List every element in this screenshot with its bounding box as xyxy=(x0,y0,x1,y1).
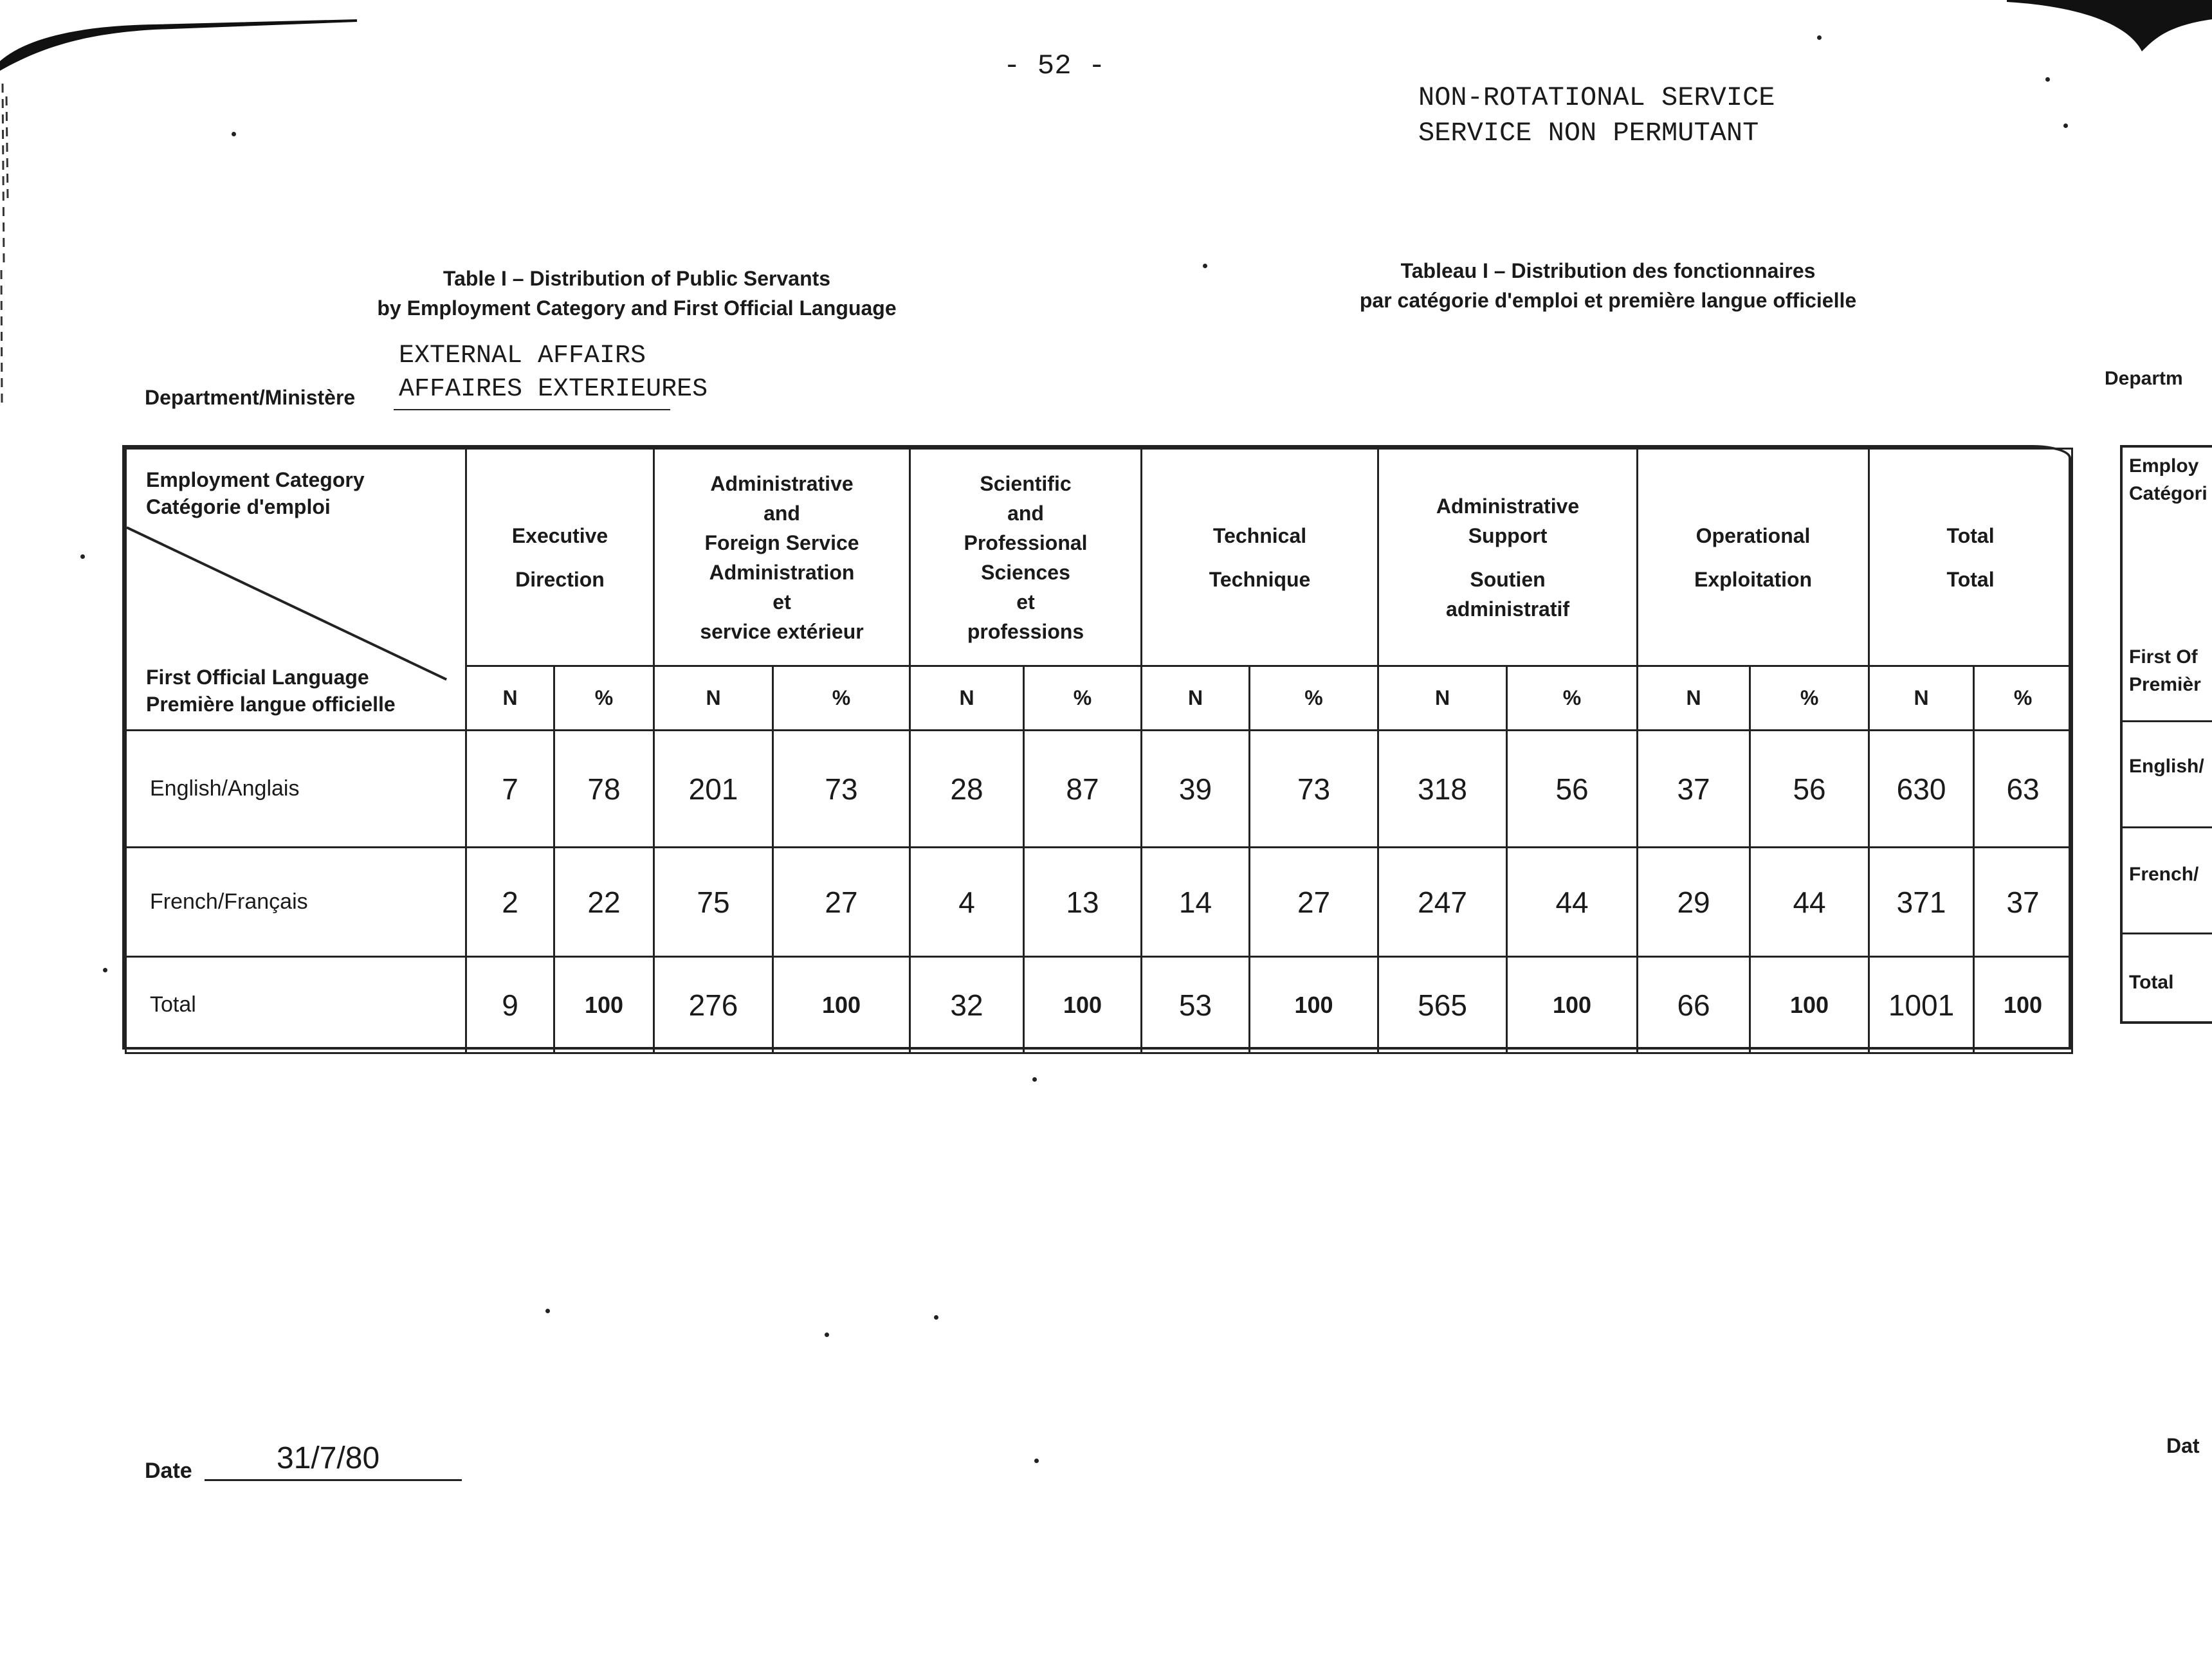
first-official-language-heading xyxy=(146,664,396,718)
edge-row-divider xyxy=(2120,826,2212,828)
department-value xyxy=(399,340,708,406)
category-label-fr: Technique xyxy=(1209,567,1311,591)
first-official-language-heading-en: First Official Language xyxy=(146,666,369,689)
category-label-fr: Sciences xyxy=(981,560,1070,584)
table-cell: 100 xyxy=(1974,957,2072,1053)
table-cell: 56 xyxy=(1507,731,1638,848)
row-label: Total xyxy=(126,957,466,1053)
edge-language-line2: Premièr xyxy=(2129,674,2201,695)
scan-speck xyxy=(825,1333,829,1337)
table-title-en xyxy=(283,264,991,323)
sub-header-pct: % xyxy=(1750,666,1869,731)
table-cell: 630 xyxy=(1869,731,1974,848)
service-type-heading-fr: SERVICE NON PERMUTANT xyxy=(1418,118,1759,149)
table-row-total xyxy=(126,957,2072,1053)
category-executive xyxy=(466,449,654,666)
category-label: Operational xyxy=(1696,523,1811,547)
table-cell: 100 xyxy=(773,957,910,1053)
table-cell: 2 xyxy=(466,848,554,957)
category-label: Professional xyxy=(964,531,1088,554)
table-title-fr-line1: Tableau I – Distribution des fonctionnaires xyxy=(1400,259,1816,282)
table-cell: 53 xyxy=(1142,957,1250,1053)
table-cell: 276 xyxy=(654,957,773,1053)
scan-speck xyxy=(232,132,236,136)
edge-row-divider xyxy=(2120,720,2212,722)
distribution-table-grid xyxy=(125,448,2073,1054)
category-label-fr: Total xyxy=(1946,567,1995,591)
table-row-french xyxy=(126,848,2072,957)
category-label: Support xyxy=(1468,523,1548,547)
row-label: English/Anglais xyxy=(126,731,466,848)
table-cell: 318 xyxy=(1378,731,1507,848)
sub-header-pct: % xyxy=(773,666,910,731)
sub-header-n: N xyxy=(654,666,773,731)
category-administrative-support xyxy=(1378,449,1638,666)
service-type-heading-en: NON-ROTATIONAL SERVICE xyxy=(1418,82,1775,113)
edge-language-line1: First Of xyxy=(2129,646,2198,668)
distribution-table xyxy=(122,445,2071,1050)
scan-left-edge-marks xyxy=(0,71,26,457)
table-cell: 28 xyxy=(910,731,1024,848)
sub-header-pct: % xyxy=(1974,666,2072,731)
category-label: and xyxy=(763,501,800,525)
department-label: Department/Ministère xyxy=(145,386,356,409)
table-cell: 22 xyxy=(554,848,654,957)
table-cell: 100 xyxy=(1024,957,1142,1053)
table-cell: 13 xyxy=(1024,848,1142,957)
employment-category-heading xyxy=(146,466,365,520)
category-label: Total xyxy=(1946,523,1995,547)
edge-row-french: French/ xyxy=(2129,864,2199,885)
table-cell: 39 xyxy=(1142,731,1250,848)
category-label-fr: professions xyxy=(967,619,1084,643)
category-label: Foreign Service xyxy=(704,531,859,554)
sub-header-n: N xyxy=(910,666,1024,731)
category-label-fr: administratif xyxy=(1446,597,1570,621)
date-value: 31/7/80 xyxy=(277,1441,380,1475)
table-cell: 4 xyxy=(910,848,1024,957)
category-administrative-foreign-service xyxy=(654,449,910,666)
table-cell: 56 xyxy=(1750,731,1869,848)
table-cell: 100 xyxy=(554,957,654,1053)
scan-corner-shadow xyxy=(0,0,360,77)
table-cell: 7 xyxy=(466,731,554,848)
sub-header-pct: % xyxy=(1507,666,1638,731)
scan-speck xyxy=(103,968,107,972)
table-cell: 66 xyxy=(1638,957,1750,1053)
category-scientific-professional xyxy=(910,449,1142,666)
edge-row-english: English/ xyxy=(2129,756,2204,777)
table-cell: 27 xyxy=(773,848,910,957)
sub-header-pct: % xyxy=(554,666,654,731)
scan-speck xyxy=(2063,123,2068,128)
edge-row-divider xyxy=(2120,933,2212,934)
table-cell: 44 xyxy=(1750,848,1869,957)
scan-speck xyxy=(1034,1459,1039,1463)
department-value-en: EXTERNAL AFFAIRS xyxy=(399,341,646,370)
category-label-fr: Exploitation xyxy=(1694,567,1813,591)
sub-header-n: N xyxy=(1869,666,1974,731)
table-cell: 565 xyxy=(1378,957,1507,1053)
table-cell: 371 xyxy=(1869,848,1974,957)
category-label: Direction xyxy=(515,567,605,591)
table-cell: 14 xyxy=(1142,848,1250,957)
table-cell: 1001 xyxy=(1869,957,1974,1053)
scan-speck xyxy=(1203,264,1207,268)
category-label: Scientific xyxy=(980,471,1072,495)
date-label: Date xyxy=(145,1459,192,1483)
table-cell: 73 xyxy=(773,731,910,848)
category-label-fr: service extérieur xyxy=(700,619,864,643)
table-cell: 87 xyxy=(1024,731,1142,848)
category-label-fr: et xyxy=(1016,590,1035,614)
category-total xyxy=(1869,449,2072,666)
table-cell: 32 xyxy=(910,957,1024,1053)
category-label: and xyxy=(1007,501,1044,525)
department-value-fr: AFFAIRES EXTERIEURES xyxy=(399,375,708,404)
table-cell: 100 xyxy=(1250,957,1378,1053)
sub-header-pct: % xyxy=(1250,666,1378,731)
edge-header-line2: Catégori xyxy=(2129,483,2207,504)
page-number: - 52 - xyxy=(1003,50,1106,82)
table-title-fr-line2: par catégorie d'emploi et première langue officielle xyxy=(1359,289,1857,312)
sub-header-n: N xyxy=(1638,666,1750,731)
scan-speck xyxy=(80,554,85,559)
scan-corner-fold xyxy=(2007,0,2212,51)
sub-header-n: N xyxy=(1142,666,1250,731)
table-row-english xyxy=(126,731,2072,848)
sub-header-n: N xyxy=(466,666,554,731)
category-label-fr: et xyxy=(772,590,791,614)
scan-speck xyxy=(545,1309,550,1313)
department-underline xyxy=(394,409,670,410)
category-operational xyxy=(1638,449,1869,666)
row-label: French/Français xyxy=(126,848,466,957)
edge-header-line1: Employ xyxy=(2129,455,2199,477)
edge-department-label: Departm xyxy=(2105,368,2183,389)
table-cell: 63 xyxy=(1974,731,2072,848)
table-cell: 37 xyxy=(1638,731,1750,848)
table-cell: 201 xyxy=(654,731,773,848)
category-technical xyxy=(1142,449,1378,666)
table-cell: 29 xyxy=(1638,848,1750,957)
edge-row-total: Total xyxy=(2129,972,2174,993)
scan-speck xyxy=(1032,1077,1037,1082)
table-corner-cell xyxy=(126,449,466,731)
table-cell: 73 xyxy=(1250,731,1378,848)
table-cell: 27 xyxy=(1250,848,1378,957)
table-title-en-line1: Table I – Distribution of Public Servants xyxy=(443,267,831,290)
table-cell: 78 xyxy=(554,731,654,848)
first-official-language-heading-fr: Première langue officielle xyxy=(146,693,396,716)
scan-speck xyxy=(934,1315,938,1320)
table-cell: 100 xyxy=(1507,957,1638,1053)
table-title-en-line2: by Employment Category and First Official Language xyxy=(377,296,897,320)
category-label: Executive xyxy=(511,523,608,547)
table-cell: 9 xyxy=(466,957,554,1053)
employment-category-heading-en: Employment Category xyxy=(146,468,365,491)
table-title-fr xyxy=(1261,256,1955,315)
sub-header-pct: % xyxy=(1024,666,1142,731)
table-cell: 75 xyxy=(654,848,773,957)
edge-table-fragment xyxy=(2120,445,2212,1024)
table-cell: 100 xyxy=(1750,957,1869,1053)
category-label-fr: Administration xyxy=(709,560,855,584)
category-label: Administrative xyxy=(1436,494,1580,518)
employment-category-heading-fr: Catégorie d'emploi xyxy=(146,495,331,518)
category-label: Technical xyxy=(1212,523,1307,547)
edge-date-label: Dat xyxy=(2166,1434,2200,1457)
date-underline xyxy=(205,1479,462,1481)
table-cell: 37 xyxy=(1974,848,2072,957)
category-label: Administrative xyxy=(710,471,854,495)
sub-header-n: N xyxy=(1378,666,1507,731)
scan-speck xyxy=(1817,35,1822,40)
category-label-fr: Soutien xyxy=(1470,567,1546,591)
table-cell: 44 xyxy=(1507,848,1638,957)
table-cell: 247 xyxy=(1378,848,1507,957)
scan-speck xyxy=(2045,77,2050,82)
